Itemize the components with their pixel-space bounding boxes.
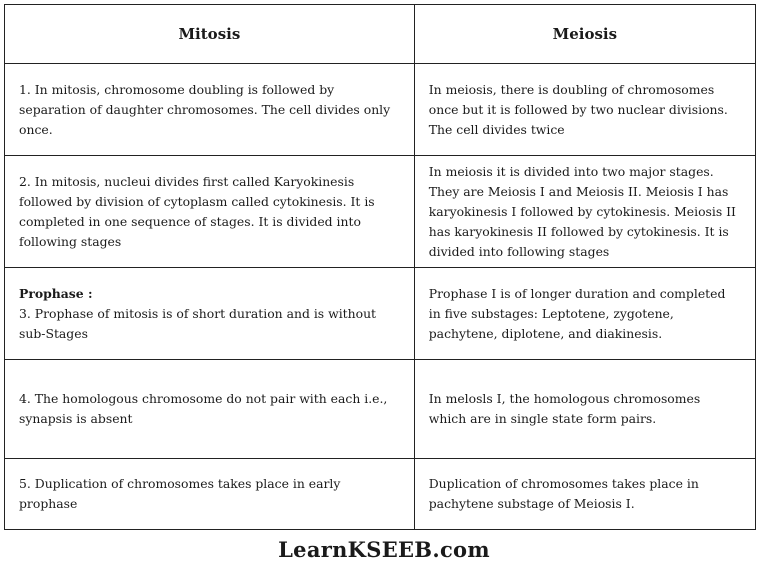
cell-mitosis: 4. The homologous chromosome do not pair with each i.e., synapsis is absent [5, 360, 415, 459]
cell-mitosis-text: 3. Prophase of mitosis is of short duration and is without sub-Stages [19, 305, 377, 341]
cell-meiosis: Duplication of chromosomes takes place in pachytene substage of Meiosis I. [414, 459, 755, 530]
table-row [5, 360, 756, 459]
cell-mitosis [5, 268, 415, 360]
cell-mitosis: 2. In mitosis, nucleui divides first called Karyokinesis followed by division of cytoplasm called cytokinesis. It is completed in one sequence of stages. It is divided into following stages [5, 156, 415, 268]
header-mitosis: Mitosis [5, 5, 415, 64]
site-watermark: LearnKSEEB.com [278, 537, 490, 562]
prophase-heading: Prophase : [19, 285, 93, 301]
cell-meiosis: In melosls I, the homologous chromosomes which are in single state form pairs. [414, 360, 755, 459]
table-row [5, 459, 756, 530]
table-row [5, 268, 756, 360]
comparison-table [4, 4, 756, 530]
header-meiosis: Meiosis [414, 5, 755, 64]
header-row [5, 5, 756, 64]
cell-mitosis: 5. Duplication of chromosomes takes place in early prophase [5, 459, 415, 530]
cell-meiosis: In meiosis it is divided into two major stages. They are Meiosis I and Meiosis II. Meiosis I has karyokinesis I followed by cytokinesis. Meiosis II has karyokinesis II followed by cytokinesis. It is divided into following stages [414, 156, 755, 268]
cell-meiosis: Prophase I is of longer duration and completed in five substages: Leptotene, zygotene, pachytene, diplotene, and diakinesis. [414, 268, 755, 360]
table-row [5, 64, 756, 156]
cell-mitosis: 1. In mitosis, chromosome doubling is followed by separation of daughter chromosomes. The cell divides only once. [5, 64, 415, 156]
table-row [5, 156, 756, 268]
cell-meiosis: In meiosis, there is doubling of chromosomes once but it is followed by two nuclear divisions. The cell divides twice [414, 64, 755, 156]
